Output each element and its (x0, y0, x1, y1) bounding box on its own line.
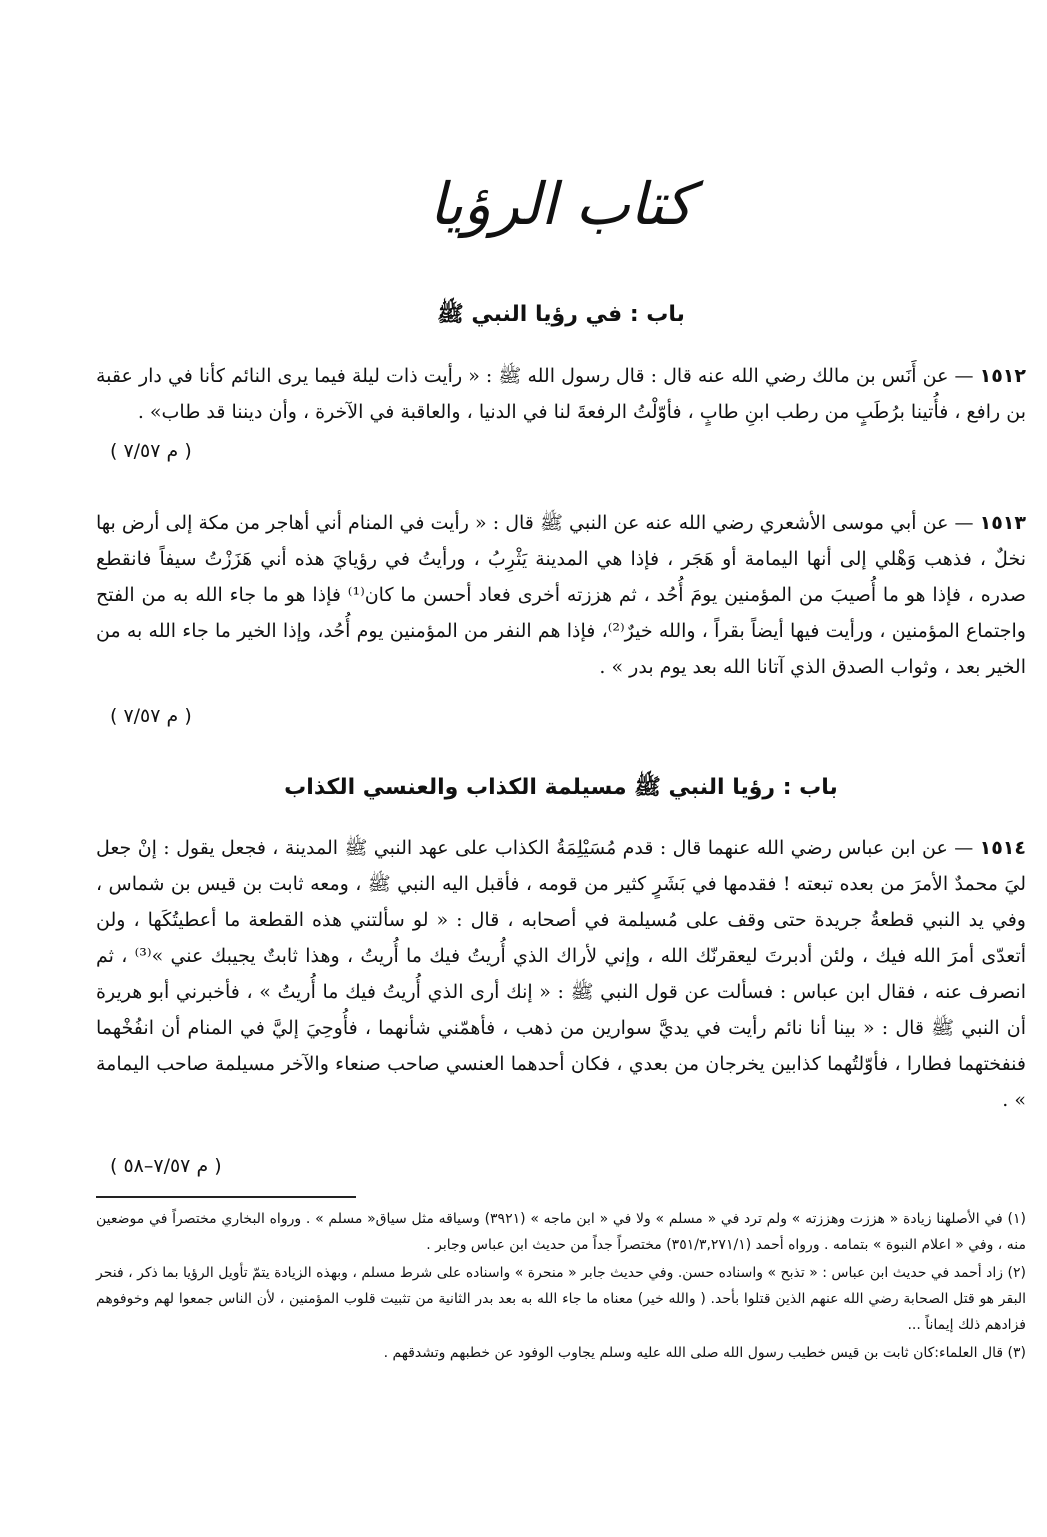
footnotes (96, 1206, 1026, 1368)
chapter-heading-1: باب : في رؤيا النبي ﷺ (437, 302, 685, 327)
hadith-1513 (96, 505, 1026, 685)
book-page (96, 0, 1026, 1537)
footnote-3: (٣) قال العلماء:كان ثابت بن قيس خطيب رسول الله صلى الله عليه وسلم يجاوب الوفود عن خطبهم وتشدقهم . (383, 1345, 1026, 1361)
book-title: كتاب الرؤيا (429, 170, 693, 238)
chapter-heading-2: باب : رؤيا النبي ﷺ مسيلمة الكذاب والعنسي الكذاب (284, 775, 838, 800)
hadith-number: ١٥١٣ (979, 512, 1026, 534)
hadith-reference: ( م ٧/٥٧ ) (110, 440, 192, 462)
footnote-divider (96, 1196, 356, 1198)
footnote-2: (٢) زاد أحمد في حديث ابن عباس : « تذبح » واسناده حسن. وفي حديث جابر « منحرة » واسناده على شرط مسلم ، وبهذه الزيادة يتمّ تأويل الرؤيا بما ذكر ، فنحر البقر هو قتل الصحابة رضي الله عنهم الذين قتلوا بأحد. ( والله خير) معناه ما جاء الله به بعد بدر الثانية من تثبيت قلوب المؤمنين ، لأن الناس جمعوا لهم وخوفوهم فزادهم ذلك إيماناً ... (96, 1265, 1026, 1333)
hadith-reference: ( م ٧/٥٧ ) (110, 705, 192, 727)
hadith-1514 (96, 830, 1026, 1118)
hadith-text: — عن أبي موسى الأشعري رضي الله عنه عن النبي ﷺ قال : « رأيت في المنام أني أهاجر من مكة إلى أرض بها نخلٌ ، فذهب وَهْلي إلى أنها اليمامة أو هَجَر ، فإذا هي المدينة يَثْرِبُ ، ورأيتُ في رؤيايَ هذه أني هَزَزْتُ سيفاً فانقطع صدره ، فإذا هو ما أُصيبَ من المؤمنين يومَ أُحُد ، ثم هززته أخرى فعاد أحسن ما كان⁽¹⁾ فإذا هو ما جاء الله به من الفتح واجتماع المؤمنين ، ورأيت فيها أيضاً بقراً ، والله خيرٌ⁽²⁾، فإذا هم النفر من المؤمنين يوم أُحُد، وإذا الخير ما جاء الله به من الخير بعد ، وثواب الصدق الذي آتانا الله بعد يوم بدر » . (96, 512, 1026, 678)
hadith-text: — عن ابن عباس رضي الله عنهما قال : قدم مُسَيْلِمَةُ الكذاب على عهد النبي ﷺ المدينة ، فجعل يقول : إنْ جعل ليَ محمدٌ الأمرَ من بعده تبعته ! فقدمها في بَشَرٍ كثير من قومه ، فأقبل اليه النبي ﷺ ، ومعه ثابت بن قيس بن شماس ، وفي يد النبي قطعةُ جريدة حتى وقف على مُسيلمة في أصحابه ، قال : « لو سألتني هذه القطعة ما أعطيتُكَها ، ولن أتعدّى أمرَ الله فيك ، ولئن أدبرتَ ليعقرنّك الله ، وإني لأراك الذي أُريتُ فيك ما أُريتُ ، وهذا ثابتٌ يجيبك عني »⁽³⁾ ، ثم انصرف عنه ، فقال ابن عباس : فسألت عن قول النبي ﷺ : « إنك أرى الذي أُريتُ فيك ما أُريتُ » ، فأخبرني أبو هريرة أن النبي ﷺ قال : « بينا أنا نائم رأيت في يديَّ سوارين من ذهب ، فأهمّني شأنهما ، فأُوحِيَ إليَّ في المنام أن انفُخْهما فنفختهما فطارا ، فأوّلتُهما كذابين يخرجان من بعدي ، فكان أحدهما العنسي صاحب صنعاء والآخر مسيلمة صاحب اليمامة » . (96, 837, 1027, 1111)
hadith-reference: ( م ٧/٥٧–٥٨ ) (110, 1155, 222, 1177)
hadith-text: — عن أَنَس بن مالك رضي الله عنه قال : قال رسول الله ﷺ : « رأيت ذات ليلة فيما يرى النائم كأنا في دار عقبة بن رافع ، فأُتينا برُطَبٍ من رطب ابنِ طابٍ ، فأوّلْتُ الرفعةَ لنا في الدنيا ، والعاقبة في الآخرة ، وأن ديننا قد طاب» . (96, 365, 1026, 423)
hadith-number: ١٥١٤ (979, 837, 1026, 859)
hadith-number: ١٥١٢ (979, 365, 1026, 387)
footnote-1: (١) في الأصلهنا زيادة « هززت وهززته » ولم ترد في « مسلم » ولا في « ابن ماجه » (٣٩٢١) وسياقه مثل سياق« مسلم » . ورواه البخاري مختصراً في موضعين منه ، وفي « اعلام النبوة » بتمامه . ورواه أحمد (٣٥١/٣,٢٧١/١) مختصراً جداً من حديث ابن عباس وجابر . (96, 1211, 1026, 1253)
hadith-1512 (96, 358, 1026, 430)
